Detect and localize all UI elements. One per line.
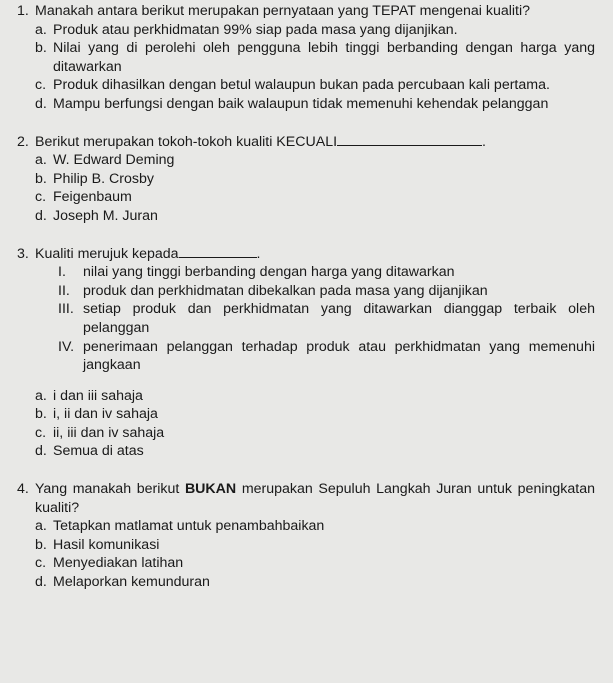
statement-3 — [17, 300, 595, 337]
question-text-after: merupakan Sepuluh Langkah Juran untuk peningkatan kualiti? — [35, 481, 595, 516]
spacer — [17, 375, 595, 387]
question-4-stem — [17, 480, 595, 517]
statement-text: penerimaan pelanggan terhadap produk atau perkhidmatan yang memenuhi jangkaan — [83, 338, 595, 374]
option-a — [17, 517, 595, 536]
option-text: W. Edward Deming — [53, 152, 175, 169]
option-text: Menyediakan latihan — [53, 555, 184, 572]
option-text: Feigenbaum — [53, 189, 132, 206]
question-3 — [17, 245, 595, 462]
option-b — [17, 170, 595, 189]
option-d — [17, 95, 595, 114]
option-letter: a. — [35, 152, 47, 169]
option-text: Nilai yang di perolehi oleh pengguna lebih tinggi berbanding dengan harga yang ditawarkan — [53, 40, 595, 75]
option-text: Tetapkan matlamat untuk penambahbaikan — [53, 518, 325, 535]
option-b — [17, 39, 595, 76]
option-a — [17, 387, 595, 406]
statement-number: II. — [58, 282, 70, 299]
option-letter: b. — [35, 170, 47, 187]
question-text-wrapper — [35, 480, 595, 517]
question-emphasis: BUKAN — [184, 481, 237, 498]
question-2-stem — [17, 133, 595, 152]
option-text: i dan iii sahaja — [53, 387, 143, 404]
option-d — [17, 442, 595, 461]
option-text: Semua di atas — [53, 443, 144, 460]
option-c — [17, 76, 595, 95]
option-letter: c. — [35, 555, 47, 572]
option-a — [17, 151, 595, 170]
statement-text: setiap produk dan perkhidmatan yang ditawarkan dianggap terbaik oleh pelanggan — [83, 301, 595, 336]
option-text: Philip B. Crosby — [53, 170, 154, 187]
question-suffix: . — [256, 245, 261, 262]
option-letter: c. — [35, 424, 47, 441]
option-letter: c. — [35, 77, 47, 94]
question-text-wrapper — [35, 245, 595, 264]
spacer — [17, 226, 595, 245]
statement-number: III. — [58, 301, 74, 318]
option-letter: d. — [35, 443, 47, 460]
question-text-wrapper — [35, 133, 595, 152]
statement-1 — [17, 263, 595, 282]
option-letter: d. — [35, 574, 47, 591]
statement-4 — [17, 338, 595, 375]
question-1 — [17, 2, 595, 114]
option-c — [17, 424, 595, 443]
spacer — [17, 461, 595, 480]
spacer — [17, 114, 595, 133]
statement-2 — [17, 282, 595, 301]
option-text: ii, iii dan iv sahaja — [53, 424, 165, 441]
option-text: Hasil komunikasi — [53, 536, 160, 553]
question-4 — [17, 480, 595, 592]
question-number: 2. — [17, 133, 29, 150]
answer-blank — [337, 133, 482, 146]
statement-number: IV. — [58, 338, 75, 355]
option-d — [17, 207, 595, 226]
option-c — [17, 188, 595, 207]
question-1-stem — [17, 2, 595, 21]
question-3-stem — [17, 245, 595, 264]
option-c — [17, 554, 595, 573]
option-letter: b. — [35, 536, 47, 553]
option-b — [17, 405, 595, 424]
answer-blank — [179, 245, 257, 258]
question-number: 1. — [17, 3, 29, 19]
question-number: 3. — [17, 245, 29, 262]
statement-text: nilai yang tinggi berbanding dengan harga yang ditawarkan — [83, 264, 455, 281]
option-d — [17, 573, 595, 592]
option-text: Produk dihasilkan dengan betul walaupun bukan pada percubaan kali pertama. — [53, 77, 550, 94]
option-letter: d. — [35, 207, 47, 224]
option-text: Melaporkan kemunduran — [53, 574, 210, 591]
option-text: i, ii dan iv sahaja — [53, 406, 158, 423]
option-letter: b. — [35, 406, 47, 423]
question-text: Kualiti merujuk kepada — [35, 245, 179, 262]
option-letter: a. — [35, 21, 47, 38]
question-2 — [17, 133, 595, 226]
option-letter: a. — [35, 387, 47, 404]
option-a — [17, 21, 595, 40]
option-letter: b. — [35, 40, 47, 57]
question-suffix: . — [482, 133, 486, 150]
question-text-before: Yang manakah berikut — [35, 481, 180, 498]
option-b — [17, 536, 595, 555]
statement-number: I. — [58, 264, 66, 281]
option-text: Produk atau perkhidmatan 99% siap pada masa yang dijanjikan. — [53, 21, 458, 38]
question-text: Manakah antara berikut merupakan pernyataan yang TEPAT mengenai kualiti? — [35, 3, 531, 19]
option-text: Mampu berfungsi dengan baik walaupun tidak memenuhi kehendak pelanggan — [53, 95, 549, 112]
option-letter: d. — [35, 95, 47, 112]
option-letter: c. — [35, 189, 47, 206]
option-letter: a. — [35, 518, 47, 535]
question-number: 4. — [17, 481, 29, 498]
statement-text: produk dan perkhidmatan dibekalkan pada masa yang dijanjikan — [83, 282, 488, 299]
option-text: Joseph M. Juran — [53, 207, 158, 224]
question-text: Berikut merupakan tokoh-tokoh kualiti KECUALI — [35, 133, 338, 150]
